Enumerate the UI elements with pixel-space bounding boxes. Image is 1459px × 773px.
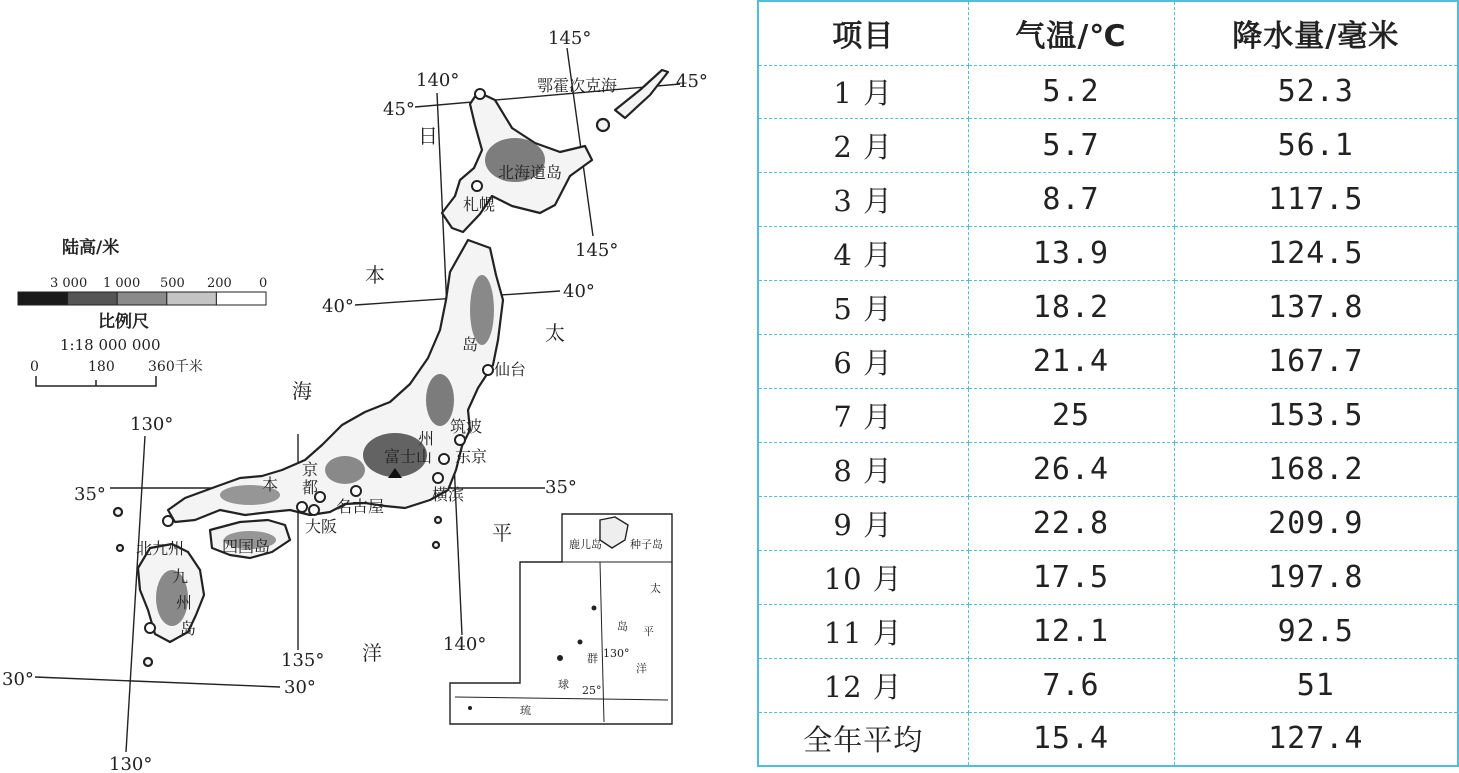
legend-swatch	[216, 292, 266, 305]
scale-title: 比例尺	[98, 312, 149, 332]
precipitation-cell: 127.4	[1174, 712, 1458, 766]
table-row	[758, 227, 1458, 281]
climate-table-container	[757, 0, 1457, 767]
legend-tick-200: 200	[207, 276, 232, 291]
label-lat35-left: 35°	[74, 484, 106, 505]
precipitation-cell: 117.5	[1174, 173, 1458, 227]
row-label: 3 月	[758, 173, 968, 227]
row-label: 7 月	[758, 389, 968, 443]
row-label: 11 月	[758, 604, 968, 658]
label-honshu-3: 岛	[462, 335, 479, 354]
table-row	[758, 550, 1458, 604]
label-sea-japan-3: 海	[292, 379, 312, 403]
label-tokyo: 东京	[455, 447, 488, 466]
islet	[597, 119, 609, 131]
legend-title: 陆高/米	[62, 238, 120, 258]
temperature-cell: 22.8	[968, 496, 1174, 550]
table-row	[758, 65, 1458, 119]
temperature-cell: 5.2	[968, 65, 1174, 119]
label-yokohama: 横滨	[432, 485, 465, 504]
inset-pacific-2: 平	[643, 625, 654, 638]
precipitation-cell: 168.2	[1174, 442, 1458, 496]
table-row	[758, 496, 1458, 550]
islet	[433, 542, 439, 548]
inset-kagoshima: 鹿儿岛	[569, 538, 602, 551]
city-marker-kobe	[297, 502, 307, 512]
label-pacific-1: 太	[545, 321, 565, 345]
temperature-cell: 26.4	[968, 442, 1174, 496]
city-marker-nagoya	[351, 486, 361, 496]
islet	[117, 545, 123, 551]
label-shikoku: 四国岛	[222, 537, 271, 556]
table-row	[758, 389, 1458, 443]
header-item: 项目	[758, 1, 968, 65]
label-kitakyushu: 北九州	[136, 539, 185, 558]
legend-swatch	[18, 292, 68, 305]
temperature-cell: 15.4	[968, 712, 1174, 766]
city-marker-south	[145, 623, 155, 633]
label-lat45-left: 45°	[383, 99, 415, 120]
inset-pacific-3: 洋	[636, 662, 647, 675]
city-marker-sapporo	[472, 181, 482, 191]
row-label: 9 月	[758, 496, 968, 550]
legend-color-bar	[18, 292, 266, 305]
kuril-island	[615, 70, 668, 118]
city-marker-kitakyushu	[163, 516, 173, 526]
legend-tick-500: 500	[160, 276, 185, 291]
label-sendai: 仙台	[494, 360, 527, 379]
label-sapporo: 札幌	[463, 195, 496, 214]
inset-ryukyu-4: 岛	[617, 620, 628, 633]
table-header-row	[758, 1, 1458, 65]
label-lat35-right: 35°	[545, 477, 577, 498]
precipitation-cell: 197.8	[1174, 550, 1458, 604]
label-kyushu-1: 九	[172, 567, 189, 586]
table-row	[758, 604, 1458, 658]
label-lat30-left: 30°	[2, 669, 34, 690]
temperature-cell: 7.6	[968, 658, 1174, 712]
scale-tick-360: 360千米	[148, 359, 203, 375]
legend-swatch	[68, 292, 118, 305]
city-marker-north	[475, 89, 485, 99]
inset-lon130: 130°	[603, 647, 630, 660]
row-label: 12 月	[758, 658, 968, 712]
label-sea-japan-1: 日	[418, 124, 438, 148]
precipitation-cell: 92.5	[1174, 604, 1458, 658]
city-marker-tokyo	[439, 454, 449, 464]
inset-lat25: 25°	[582, 684, 602, 697]
label-osaka: 大阪	[305, 517, 338, 536]
city-marker-osaka	[309, 505, 319, 515]
label-lon135-bottom: 135°	[281, 650, 325, 671]
table-body	[758, 65, 1458, 766]
label-lon145-mid: 145°	[575, 240, 619, 261]
row-label: 4 月	[758, 227, 968, 281]
temperature-cell: 17.5	[968, 550, 1174, 604]
temperature-cell: 18.2	[968, 281, 1174, 335]
table-row	[758, 442, 1458, 496]
islet	[114, 508, 122, 516]
city-marker-sendai	[483, 365, 493, 375]
legend-tick-3000: 3 000	[50, 276, 88, 291]
label-kyushu-3: 岛	[180, 619, 197, 638]
precipitation-cell: 124.5	[1174, 227, 1458, 281]
label-nagoya: 名古屋	[336, 497, 385, 516]
table-row	[758, 119, 1458, 173]
legend-swatch	[167, 292, 217, 305]
inset-ryukyu-2: 球	[558, 678, 569, 691]
temperature-cell: 5.7	[968, 119, 1174, 173]
precipitation-cell: 167.7	[1174, 335, 1458, 389]
table-row	[758, 658, 1458, 712]
precipitation-cell: 137.8	[1174, 281, 1458, 335]
islet	[435, 517, 441, 523]
scale-ratio: 1:18 000 000	[60, 336, 161, 354]
precipitation-cell: 56.1	[1174, 119, 1458, 173]
row-label: 6 月	[758, 335, 968, 389]
table-row	[758, 712, 1458, 766]
ryukyu-inset	[450, 514, 672, 724]
precipitation-cell: 153.5	[1174, 389, 1458, 443]
label-kyushu-2: 州	[176, 593, 193, 612]
legend-swatch	[117, 292, 167, 305]
label-lon130-top: 130°	[130, 414, 174, 435]
label-lon145-top: 145°	[548, 28, 592, 49]
city-marker-yokohama	[433, 473, 443, 483]
label-lon140-top: 140°	[416, 70, 460, 91]
row-label: 10 月	[758, 550, 968, 604]
label-lat30-right: 30°	[284, 677, 316, 698]
climate-table	[757, 0, 1459, 767]
label-okhotsk: 鄂霍次克海	[537, 76, 618, 95]
label-pacific-2: 平	[492, 521, 512, 545]
lat-30-line	[35, 677, 280, 687]
precipitation-cell: 51	[1174, 658, 1458, 712]
legend-tick-1000: 1 000	[103, 276, 141, 291]
label-lat40-left: 40°	[322, 296, 354, 317]
table-row	[758, 281, 1458, 335]
label-pacific-3: 洋	[362, 641, 382, 665]
inset-ryukyu-3: 群	[587, 652, 598, 665]
header-temperature: 气温/℃	[968, 1, 1174, 65]
inset-ryukyu-1: 琉	[520, 704, 531, 717]
label-tsukuba: 筑波	[450, 417, 483, 436]
inset-tanegashima: 种子岛	[630, 538, 663, 551]
table-row	[758, 335, 1458, 389]
elevation-legend	[18, 237, 267, 386]
label-kyoto-2: 都	[302, 478, 319, 497]
row-label: 2 月	[758, 119, 968, 173]
table-row	[758, 173, 1458, 227]
legend-tick-0: 0	[259, 276, 268, 291]
scale-bar	[36, 376, 156, 386]
inset-pacific-1: 太	[650, 582, 661, 595]
scale-tick-0: 0	[30, 359, 39, 375]
label-lon140-bottom: 140°	[443, 634, 487, 655]
temperature-cell: 13.9	[968, 227, 1174, 281]
label-lon130-bottom: 130°	[109, 754, 153, 773]
row-label: 8 月	[758, 442, 968, 496]
header-precipitation: 降水量/毫米	[1174, 1, 1458, 65]
temperature-cell: 8.7	[968, 173, 1174, 227]
label-honshu-2: 州	[418, 429, 435, 448]
city-marker-tsukuba	[455, 435, 465, 445]
label-lat45-right: 45°	[676, 71, 708, 92]
label-honshu-1: 本	[262, 475, 279, 494]
label-hokkaido: 北海道岛	[498, 163, 563, 182]
row-label: 5 月	[758, 281, 968, 335]
row-label: 全年平均	[758, 712, 968, 766]
label-kyoto-1: 京	[302, 460, 319, 479]
temperature-cell: 25	[968, 389, 1174, 443]
label-lat40-right: 40°	[563, 281, 595, 302]
label-fuji: 富士山	[384, 447, 433, 466]
scale-tick-180: 180	[88, 359, 115, 375]
precipitation-cell: 209.9	[1174, 496, 1458, 550]
label-sea-japan-2: 本	[365, 263, 385, 287]
temperature-cell: 21.4	[968, 335, 1174, 389]
temperature-cell: 12.1	[968, 604, 1174, 658]
islet	[144, 658, 152, 666]
precipitation-cell: 52.3	[1174, 65, 1458, 119]
row-label: 1 月	[758, 65, 968, 119]
